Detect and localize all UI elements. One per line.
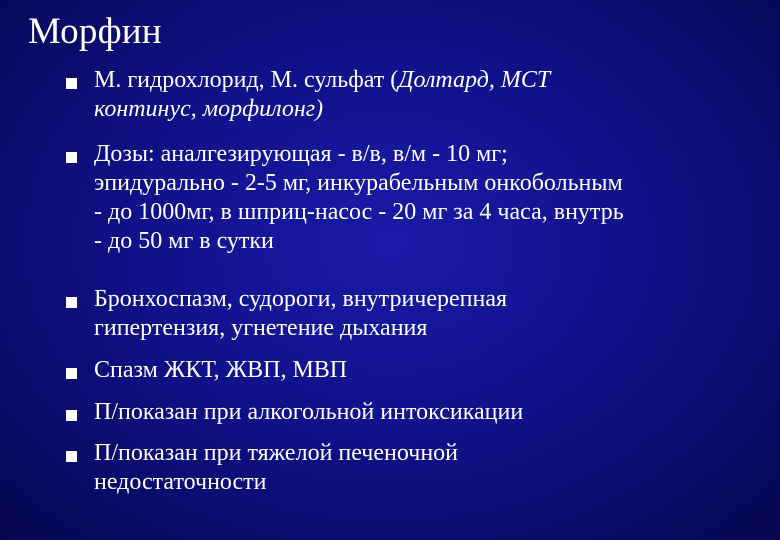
square-bullet-icon bbox=[66, 451, 77, 462]
bullet-text-contraindication-alcohol: П/показан при алкогольной интоксикации bbox=[94, 399, 524, 425]
bullet-text-side-effects: Бронхоспазм, судороги, внутричерепная гипертензия, угнетение дыхания bbox=[94, 286, 508, 341]
square-bullet-icon bbox=[66, 297, 77, 308]
bullet-text-doses: Дозы: аналгезирующая - в/в, в/м - 10 мг; эпидурально - 2-5 мг, инкурабельным онкобольным - до 1000мг, в шприц-насос - 20 мг за 4 часа, внутрь - до 50 мг в сутки bbox=[94, 141, 624, 254]
bullet-text-brands: Долтард, МСТ континус, морфилонг) bbox=[94, 67, 551, 122]
square-bullet-icon bbox=[66, 368, 77, 379]
square-bullet-icon bbox=[66, 410, 77, 421]
bullet-text-plain: М. гидрохлорид, М. сульфат ( bbox=[94, 67, 399, 93]
square-bullet-icon bbox=[66, 152, 77, 163]
slide-title: Морфин bbox=[28, 11, 162, 52]
square-bullet-icon bbox=[66, 78, 77, 89]
bullet-text-forms bbox=[94, 66, 734, 124]
bullet-text-contraindication-liver: П/показан при тяжелой печеночной недостаточности bbox=[94, 440, 459, 495]
bullet-text-spasm: Спазм ЖКТ, ЖВП, МВП bbox=[94, 357, 348, 383]
